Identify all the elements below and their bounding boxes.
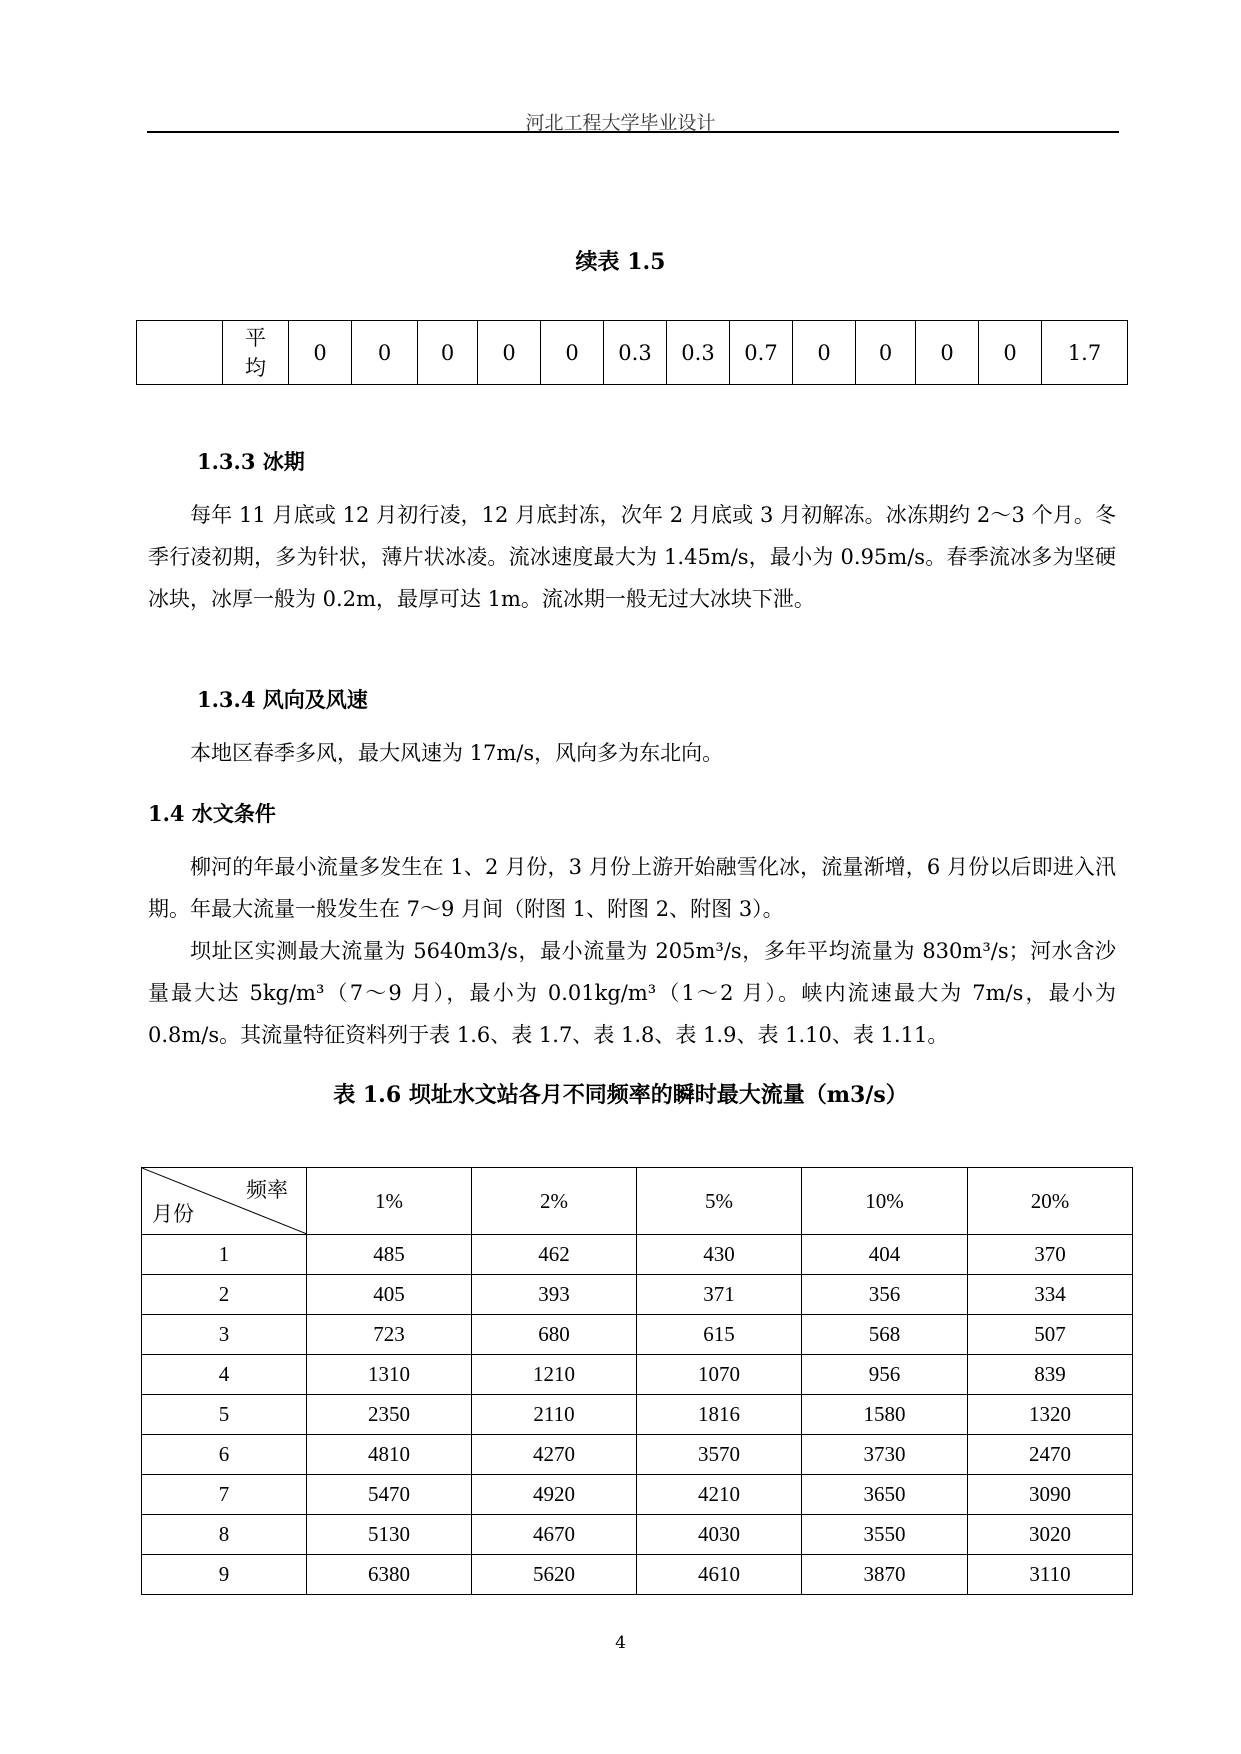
flow-value-cell: 370 [968, 1235, 1133, 1275]
flow-value-cell: 356 [802, 1275, 968, 1315]
flow-value-cell: 3570 [637, 1435, 802, 1475]
paragraph-hydrology-2: 坝址区实测最大流量为 5640m3/s，最小流量为 205m³/s，多年平均流量为 830m³/s；河水含沙量最大达 5kg/m³（7～9 月），最小为 0.01kg/m³（1～2 月）。峡内流速最大为 7m/s，最小为 0.8m/s。其流量特征资料列于表 1.6、表 1.7、表 1.8、表 1.9、表 1.10、表 1.11。 [148, 939, 1116, 1047]
column-header: 1% [307, 1168, 472, 1235]
value-cell: 0 [541, 321, 604, 385]
flow-value-cell: 1310 [307, 1355, 472, 1395]
paragraph-ice-period: 每年 11 月底或 12 月初行凌，12 月底封冻，次年 2 月底或 3 月初解冻。冰冻期约 2～3 个月。冬季行凌初期，多为针状，薄片状冰凌。流冰速度最大为 1.45m/s，最小为 0.95m/s。春季流冰多为坚硬冰块，冰厚一般为 0.2m，最厚可达 1m。流冰期一般无过大冰块下泄。 [148, 503, 1116, 611]
flow-value-cell: 3550 [802, 1515, 968, 1555]
value-cell: 0.3 [604, 321, 667, 385]
value-cell: 0 [856, 321, 916, 385]
continued-table [136, 320, 1128, 385]
flow-value-cell: 371 [637, 1275, 802, 1315]
flow-value-cell: 1580 [802, 1395, 968, 1435]
flow-table-header-row [142, 1168, 1133, 1235]
value-cell: 0 [916, 321, 979, 385]
flow-value-cell: 723 [307, 1315, 472, 1355]
column-header: 2% [472, 1168, 637, 1235]
flow-table [141, 1167, 1133, 1595]
value-cell: 0 [352, 321, 418, 385]
continued-table-row [137, 321, 1128, 385]
flow-value-cell: 4610 [637, 1555, 802, 1595]
flow-value-cell: 4210 [637, 1475, 802, 1515]
column-header: 10% [802, 1168, 968, 1235]
flow-value-cell: 1070 [637, 1355, 802, 1395]
heading-1-4: 1.4 水文条件 [148, 801, 276, 826]
table-row [142, 1275, 1133, 1315]
table-row [142, 1475, 1133, 1515]
month-cell: 1 [142, 1235, 307, 1275]
header-rule [147, 131, 1119, 133]
flow-value-cell: 3870 [802, 1555, 968, 1595]
value-cell: 0.3 [667, 321, 730, 385]
value-cell: 0 [793, 321, 856, 385]
flow-table-caption: 表 1.6 坝址水文站各月不同频率的瞬时最大流量（m3/s） [333, 1082, 908, 1108]
table-row [142, 1355, 1133, 1395]
flow-value-cell: 2470 [968, 1435, 1133, 1475]
month-cell: 9 [142, 1555, 307, 1595]
flow-value-cell: 3650 [802, 1475, 968, 1515]
table-row [142, 1315, 1133, 1355]
heading-1-3-3: 1.3.3 冰期 [197, 449, 305, 474]
flow-value-cell: 2110 [472, 1395, 637, 1435]
flow-value-cell: 430 [637, 1235, 802, 1275]
table-row [142, 1395, 1133, 1435]
month-cell: 6 [142, 1435, 307, 1475]
row-label-cell [223, 321, 289, 385]
value-cell: 0.7 [730, 321, 793, 385]
flow-table-body [142, 1235, 1133, 1595]
month-cell: 2 [142, 1275, 307, 1315]
row-label [223, 323, 288, 383]
flow-value-cell: 507 [968, 1315, 1133, 1355]
month-cell: 7 [142, 1475, 307, 1515]
corner-cell [142, 1168, 307, 1235]
flow-value-cell: 3020 [968, 1515, 1133, 1555]
flow-value-cell: 568 [802, 1315, 968, 1355]
month-cell: 4 [142, 1355, 307, 1395]
flow-value-cell: 4810 [307, 1435, 472, 1475]
flow-value-cell: 5620 [472, 1555, 637, 1595]
value-cell: 0 [979, 321, 1042, 385]
flow-value-cell: 3110 [968, 1555, 1133, 1595]
flow-value-cell: 4030 [637, 1515, 802, 1555]
paragraph-wind: 本地区春季多风，最大风速为 17m/s，风向多为东北向。 [190, 741, 724, 765]
flow-value-cell: 393 [472, 1275, 637, 1315]
flow-value-cell: 5130 [307, 1515, 472, 1555]
flow-value-cell: 615 [637, 1315, 802, 1355]
table-row [142, 1555, 1133, 1595]
flow-value-cell: 485 [307, 1235, 472, 1275]
value-cell: 0 [478, 321, 541, 385]
flow-value-cell: 1816 [637, 1395, 802, 1435]
month-cell: 3 [142, 1315, 307, 1355]
flow-value-cell: 839 [968, 1355, 1133, 1395]
flow-value-cell: 4920 [472, 1475, 637, 1515]
flow-value-cell: 956 [802, 1355, 968, 1395]
table-row [142, 1235, 1133, 1275]
flow-value-cell: 4670 [472, 1515, 637, 1555]
empty-cell [137, 321, 223, 385]
table-row [142, 1515, 1133, 1555]
table-row [142, 1435, 1133, 1475]
flow-value-cell: 3090 [968, 1475, 1133, 1515]
corner-top-label: 频率 [246, 1178, 288, 1202]
heading-1-3-4: 1.3.4 风向及风速 [197, 687, 368, 712]
paragraph-hydrology-1: 柳河的年最小流量多发生在 1、2 月份，3 月份上游开始融雪化冰，流量渐增，6 月份以后即进入汛期。年最大流量一般发生在 7～9 月间（附图 1、附图 2、附图 3）。 [148, 855, 1116, 921]
value-cell: 0 [418, 321, 478, 385]
value-cell: 0 [289, 321, 352, 385]
flow-value-cell: 1210 [472, 1355, 637, 1395]
column-header: 5% [637, 1168, 802, 1235]
flow-value-cell: 404 [802, 1235, 968, 1275]
continued-table-caption: 续表 1.5 [575, 249, 666, 275]
flow-value-cell: 1320 [968, 1395, 1133, 1435]
flow-value-cell: 4270 [472, 1435, 637, 1475]
page-header-title: 河北工程大学毕业设计 [525, 112, 716, 134]
flow-value-cell: 3730 [802, 1435, 968, 1475]
flow-value-cell: 5470 [307, 1475, 472, 1515]
flow-value-cell: 680 [472, 1315, 637, 1355]
value-cell: 1.7 [1042, 321, 1128, 385]
flow-value-cell: 2350 [307, 1395, 472, 1435]
flow-value-cell: 462 [472, 1235, 637, 1275]
row-label-text: 平 均 [245, 325, 266, 380]
month-cell: 8 [142, 1515, 307, 1555]
column-header: 20% [968, 1168, 1133, 1235]
page-number: 4 [615, 1633, 626, 1653]
flow-value-cell: 334 [968, 1275, 1133, 1315]
flow-value-cell: 405 [307, 1275, 472, 1315]
corner-bottom-label: 月份 [152, 1202, 194, 1226]
flow-value-cell: 6380 [307, 1555, 472, 1595]
month-cell: 5 [142, 1395, 307, 1435]
